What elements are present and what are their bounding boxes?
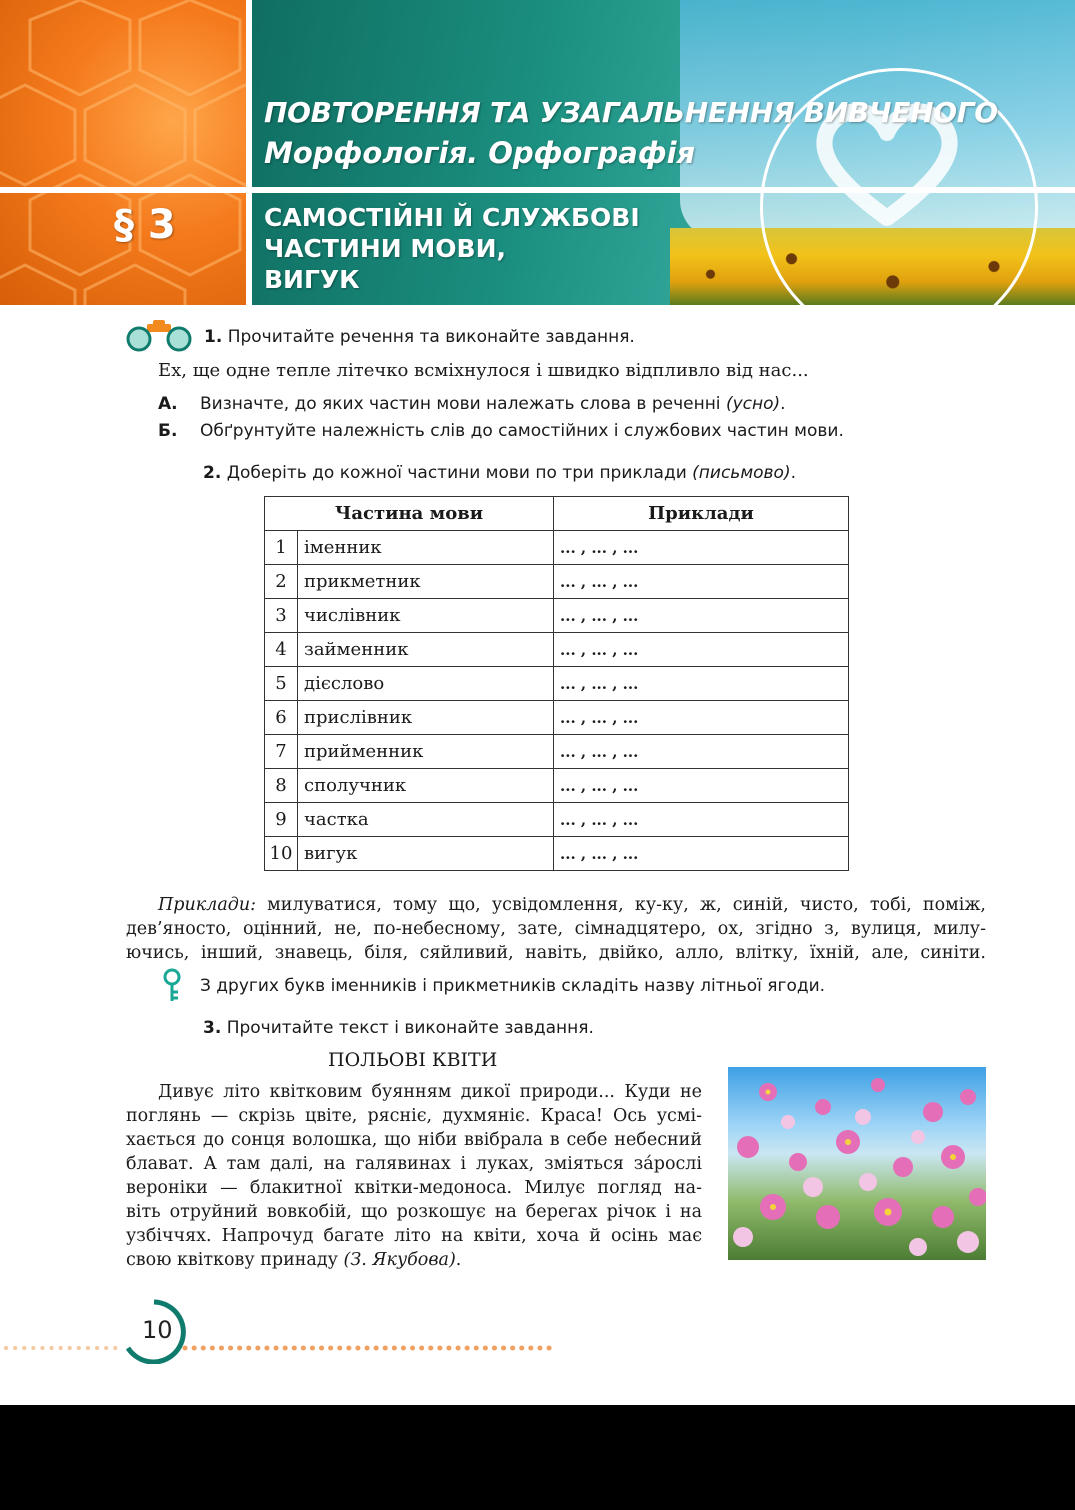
examples-cell: ... , ... , ...: [554, 599, 849, 633]
part-of-speech: прислівник: [298, 701, 554, 735]
examples-cell: ... , ... , ...: [554, 837, 849, 871]
row-number: 9: [265, 803, 298, 837]
table-row: [265, 633, 849, 667]
row-number: 7: [265, 735, 298, 769]
text-last: свою квіткову принаду: [126, 1250, 344, 1270]
row-number: 8: [265, 769, 298, 803]
item-letter: Б.: [158, 421, 178, 441]
item-note: (усно): [725, 394, 781, 414]
item-text: Обґрунтуйте належність слів до самостійних і службових частин мови.: [200, 421, 844, 441]
task1-instruction: [204, 327, 635, 347]
row-number: 6: [265, 701, 298, 735]
part-of-speech: прийменник: [298, 735, 554, 769]
section-title-line: САМОСТІЙНІ Й СЛУЖБОВІ: [264, 203, 640, 232]
text-line: віть отруйний вовкобій, що розкошує на берегах річок і на: [126, 1202, 702, 1222]
row-number: 1: [265, 531, 298, 565]
column-header: Частина мови: [265, 497, 554, 531]
examples-text: милуватися, тому що, усвідомлення, ку-ку, ж, синій, чисто, тобі, поміж,: [256, 895, 986, 915]
part-of-speech: іменник: [298, 531, 554, 565]
key-hint: З других букв іменників і прикметників складіть назву літньої ягоди.: [200, 976, 826, 996]
table-row: [265, 837, 849, 871]
part-of-speech: числівник: [298, 599, 554, 633]
task1-number: 1.: [204, 327, 223, 347]
examples-cell: ... , ... , ...: [554, 531, 849, 565]
table-row: [265, 803, 849, 837]
text-line: Дивує літо квітковим буянням дикої природи... Куди не: [158, 1082, 702, 1102]
text-line: хається до сонця волошка, що ніби ввібрала в себе небесний: [126, 1130, 702, 1150]
part-of-speech: дієслово: [298, 667, 554, 701]
page-number: 10: [142, 1316, 173, 1344]
task1-item-a: [158, 394, 786, 414]
section-title-line: ЧАСТИНИ МОВИ,: [264, 234, 507, 263]
table-row: [265, 531, 849, 565]
text-line: вероніки — блакитної квітки-медоноса. Милує погляд на-: [126, 1178, 702, 1198]
examples-cell: ... , ... , ...: [554, 803, 849, 837]
table-header-row: [265, 497, 849, 531]
hexagon-pattern-panel: [0, 0, 248, 305]
column-header: Приклади: [554, 497, 849, 531]
divider-horizontal: [0, 187, 1075, 193]
item-letter: А.: [158, 394, 178, 414]
task2-instruction-text: Доберіть до кожної частини мови по три приклади: [226, 463, 693, 483]
text-body: [126, 1080, 702, 1272]
examples-cell: ... , ... , ...: [554, 769, 849, 803]
text-end: .: [455, 1250, 462, 1270]
task1-sentence: Ех, ще одне тепле літечко всміхнулося і швидко відпливло від нас...: [158, 360, 809, 381]
text-author: (З. Якубова): [343, 1250, 456, 1270]
section-number: § 3: [114, 202, 176, 248]
examples-label: Приклади:: [158, 895, 257, 915]
table-row: [265, 701, 849, 735]
part-of-speech: прикметник: [298, 565, 554, 599]
table-row: [265, 769, 849, 803]
chapter-banner: [0, 0, 1075, 305]
text-line: блават. А там далі, на галявинах і луках, зміяться зáрослі: [126, 1154, 702, 1174]
part-of-speech: частка: [298, 803, 554, 837]
row-number: 5: [265, 667, 298, 701]
text-line: узбіччях. Напрочуд багате літо на квіти, хоча й осінь має: [126, 1226, 702, 1246]
examples-cell: ... , ... , ...: [554, 565, 849, 599]
examples-line: дев’яносто, оцінний, не, по-небесному, зате, сімнадцятеро, ох, згідно з, вулиця, милу-: [126, 919, 986, 939]
examples-line: [126, 893, 986, 917]
item-text: Визначте, до яких частин мови належать слова в реченні: [200, 394, 726, 414]
task2-instruction: [203, 463, 796, 483]
row-number: 10: [265, 837, 298, 871]
task2-number: 2.: [203, 463, 222, 483]
part-of-speech: займенник: [298, 633, 554, 667]
table-row: [265, 565, 849, 599]
task3-number: 3.: [203, 1018, 222, 1038]
task3-instruction: [203, 1018, 594, 1038]
bottom-bar: [0, 1405, 1075, 1510]
table-row: [265, 667, 849, 701]
task2-note: (письмово): [692, 463, 791, 483]
divider-vertical: [246, 0, 252, 305]
section-title-line: ВИГУК: [264, 265, 360, 294]
examples-cell: ... , ... , ...: [554, 701, 849, 735]
task2-end: .: [790, 463, 797, 483]
text-line: [126, 1248, 702, 1272]
row-number: 2: [265, 565, 298, 599]
task3-instruction-text: Прочитайте текст і виконайте завдання.: [226, 1018, 594, 1038]
text-line: поглянь — скрізь цвіте, рясніє, духмяніє. Краса! Ось усмі-: [126, 1106, 702, 1126]
binoculars-icon: [125, 318, 193, 356]
item-end: .: [780, 394, 786, 414]
examples-line: ючись, інший, знавець, біля, сяйливий, навіть, двійко, алло, влітку, їхній, але, синіти.: [126, 943, 986, 963]
dotted-rule: [0, 1340, 560, 1354]
chapter-title: ПОВТОРЕННЯ ТА УЗАГАЛЬНЕННЯ ВИВЧЕНОГО: [264, 96, 998, 129]
examples-cell: ... , ... , ...: [554, 735, 849, 769]
part-of-speech: вигук: [298, 837, 554, 871]
parts-of-speech-table: [264, 496, 849, 871]
chapter-subtitle: Морфологія. Орфографія: [264, 136, 696, 170]
examples-cell: ... , ... , ...: [554, 667, 849, 701]
row-number: 4: [265, 633, 298, 667]
row-number: 3: [265, 599, 298, 633]
key-icon: [160, 968, 184, 1008]
part-of-speech: сполучник: [298, 769, 554, 803]
text-title: ПОЛЬОВІ КВІТИ: [328, 1049, 498, 1071]
task1-instruction-text: Прочитайте речення та виконайте завдання.: [227, 327, 635, 347]
task1-item-b: [158, 421, 844, 441]
table-row: [265, 735, 849, 769]
examples-cell: ... , ... , ...: [554, 633, 849, 667]
table-row: [265, 599, 849, 633]
cosmos-flowers-photo: [728, 1067, 986, 1260]
examples-paragraph: [126, 893, 986, 965]
